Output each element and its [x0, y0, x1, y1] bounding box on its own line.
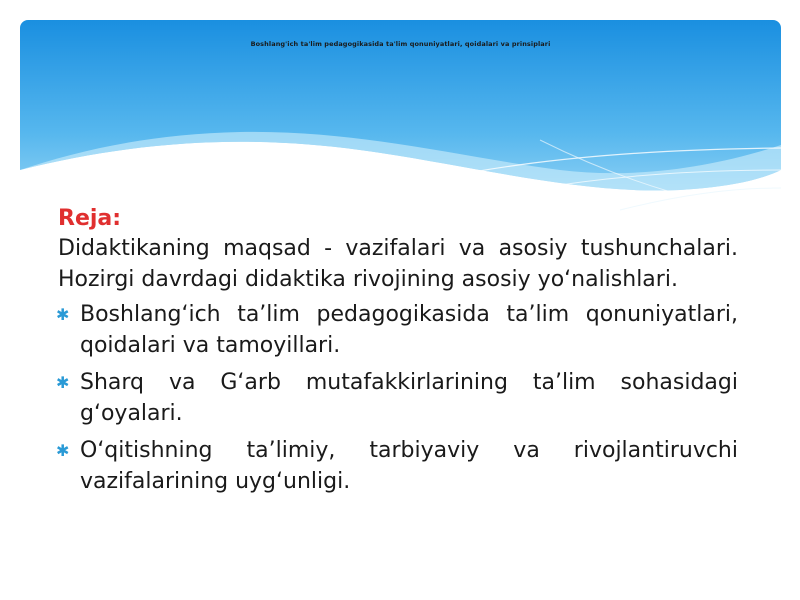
slide-title: Boshlang'ich ta'lim pedagogikasida ta'lim qonuniyatlari, qoidalari va prinsiplari [250, 40, 551, 48]
bullet-list [58, 299, 738, 497]
header-banner [20, 20, 781, 225]
asterisk-bullet-icon: ✱ [56, 441, 70, 460]
list-item [58, 299, 738, 361]
plan-heading: Reja: [58, 206, 122, 231]
asterisk-bullet-icon: ✱ [56, 305, 70, 324]
list-item-text: O‘qitishning ta’limiy, tarbiyaviy va rivojlantiruvchi vazifalarining uyg‘unligi. [80, 438, 738, 494]
asterisk-bullet-icon: ✱ [56, 373, 70, 392]
list-item-text: Boshlang‘ich ta’lim pedagogikasida ta’lim qonuniyatlari, qoidalari va tamoyillari. [80, 302, 738, 358]
list-item [58, 367, 738, 429]
list-item-text: Sharq va G‘arb mutafakkirlarining ta’lim sohasidagi g‘oyalari. [80, 370, 738, 426]
header-wave-graphic [20, 20, 781, 225]
list-item [58, 435, 738, 497]
intro-paragraph: Didaktikaning maqsad - vazifalari va asosiy tushunchalari. Hozirgi davrdagi didaktika rivojining asosiy yo‘nalishlari. [58, 236, 738, 292]
slide-content [58, 205, 738, 503]
